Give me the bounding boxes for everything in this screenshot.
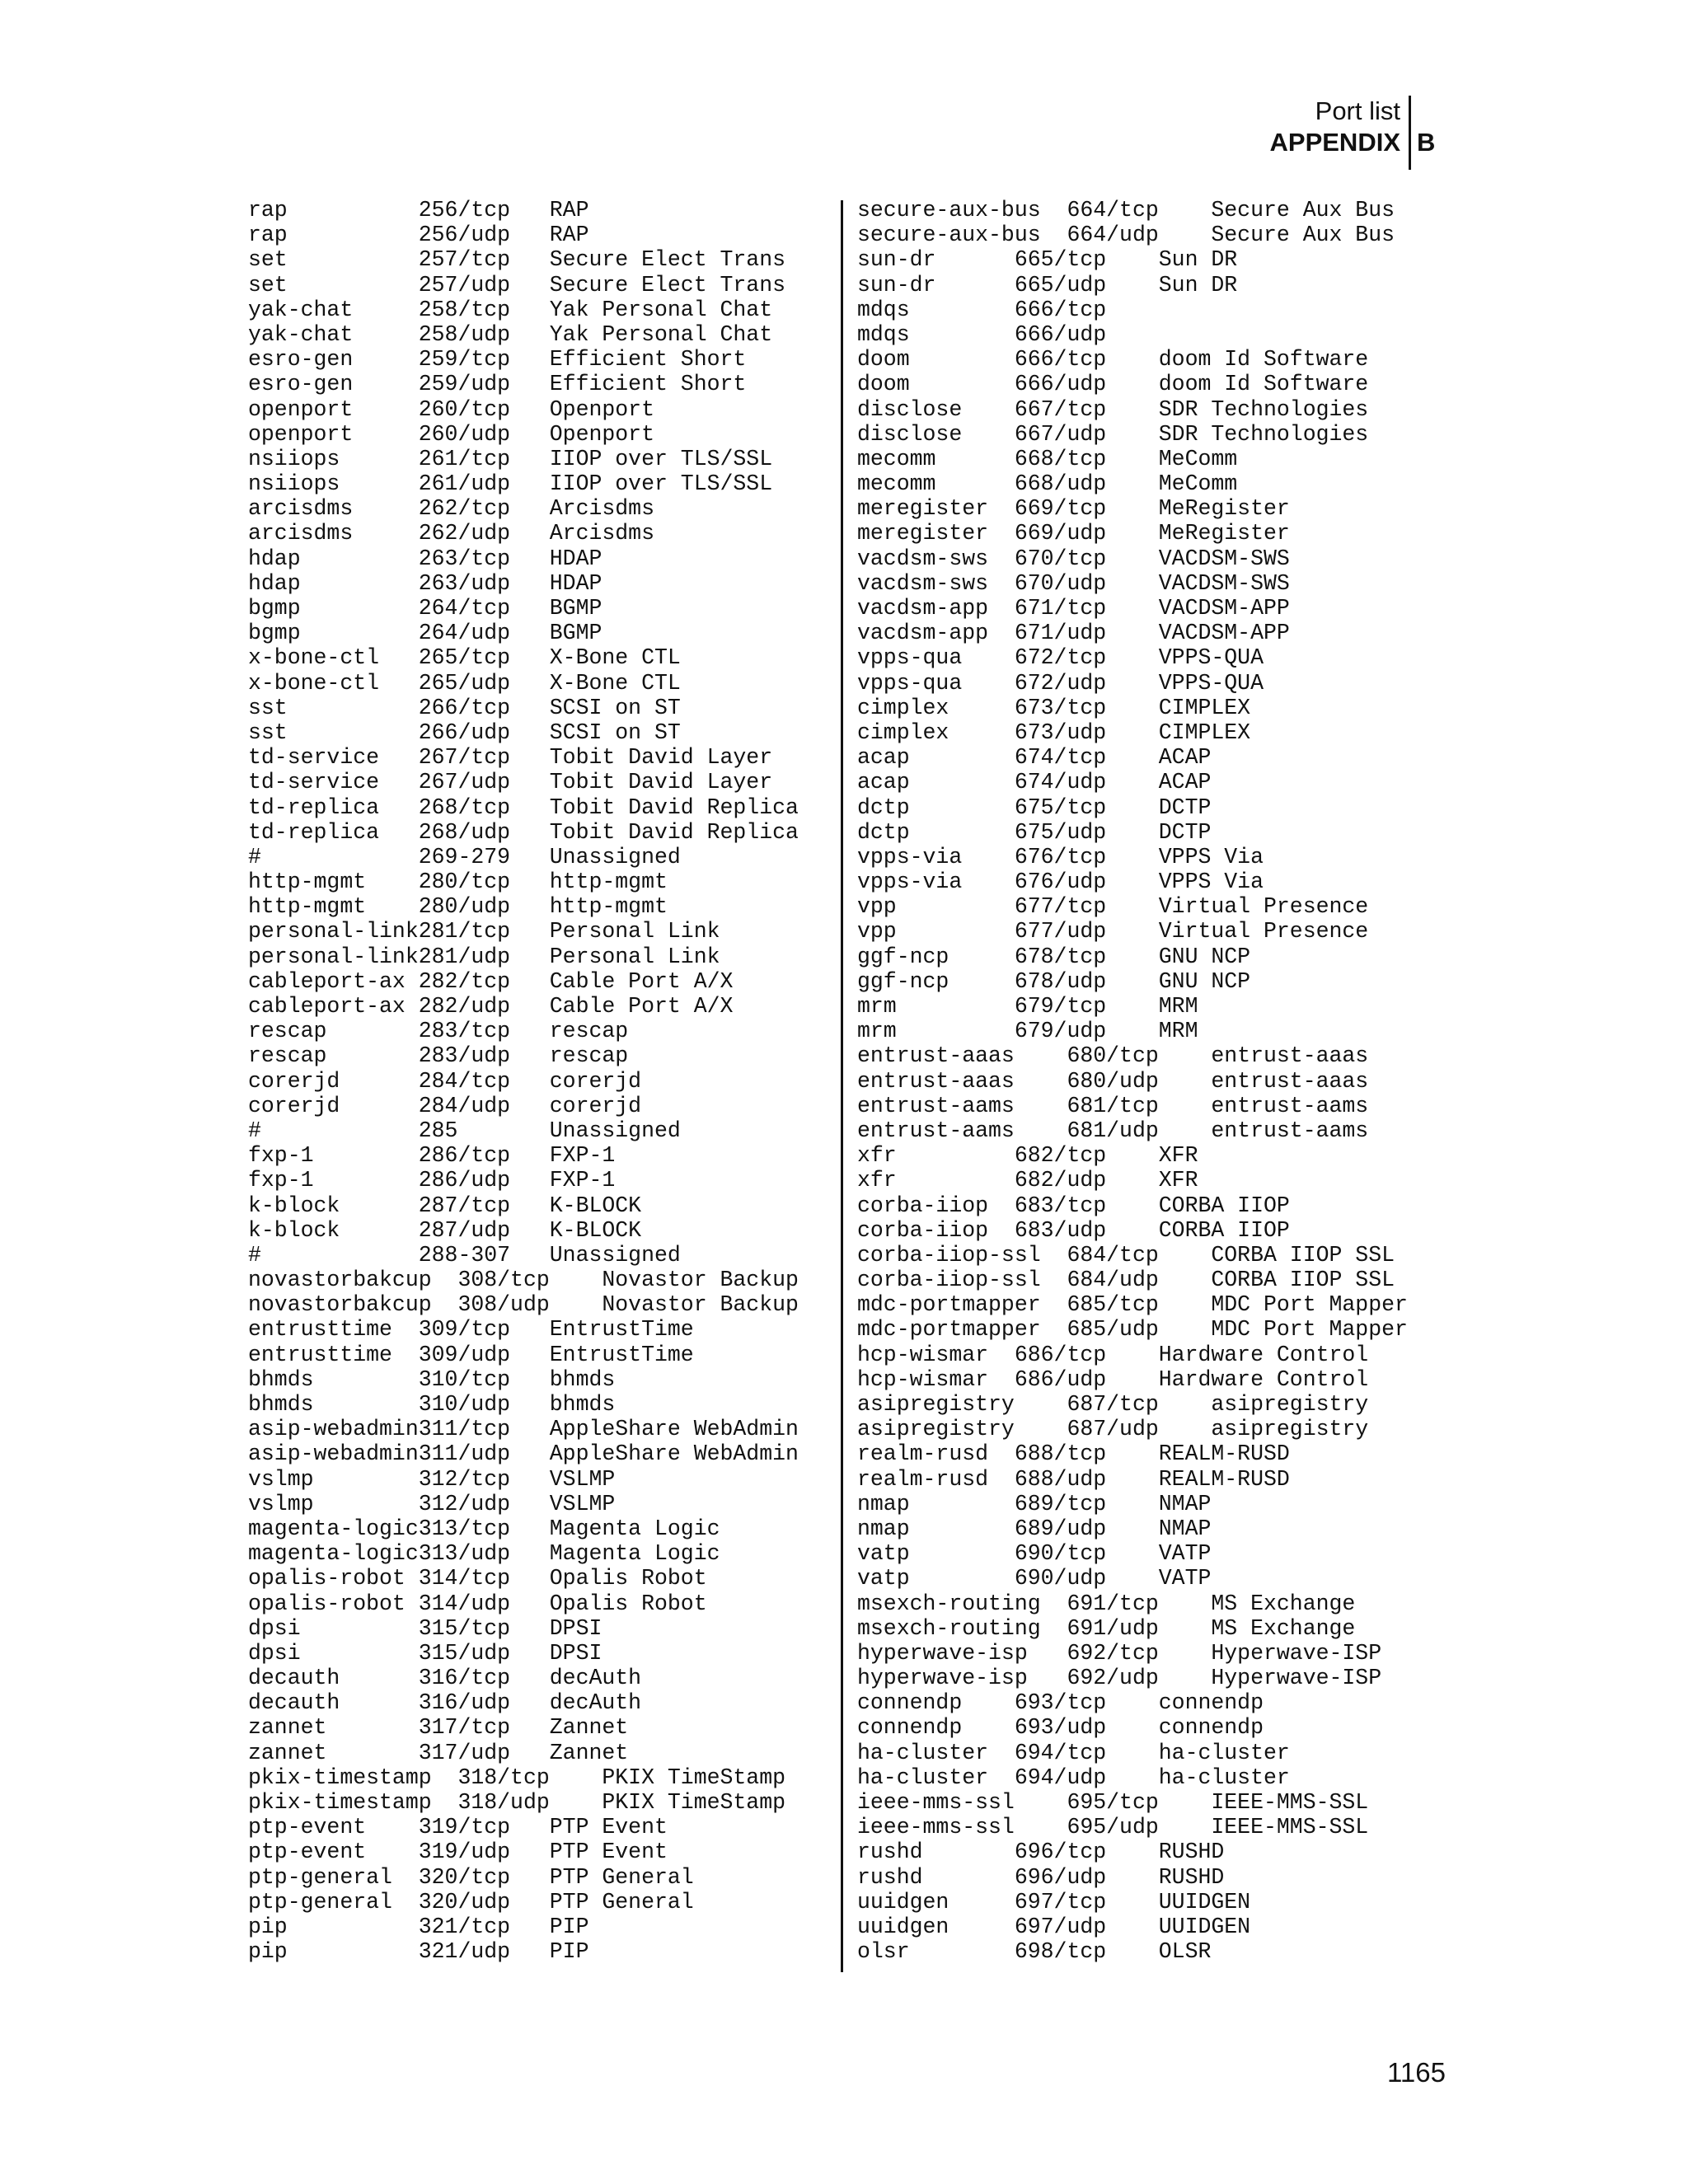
- port-entry: # 288-307 Unassigned: [248, 1242, 681, 1268]
- port-entry: mrm 679/udp MRM: [857, 1019, 1198, 1044]
- port-entry: ptp-general 320/udp PTP General: [248, 1889, 694, 1915]
- port-entry: zannet 317/udp Zannet: [248, 1740, 629, 1765]
- port-entry: connendp 693/udp connendp: [857, 1715, 1264, 1741]
- port-entry: corba-iiop-ssl 684/tcp CORBA IIOP SSL: [857, 1242, 1395, 1268]
- port-entry: vpps-via 676/udp VPPS Via: [857, 869, 1264, 895]
- port-entry: ha-cluster 694/udp ha-cluster: [857, 1765, 1290, 1790]
- port-entry: dpsi 315/udp DPSI: [248, 1640, 603, 1666]
- port-entry: vslmp 312/udp VSLMP: [248, 1491, 616, 1516]
- port-entry: nmap 689/udp NMAP: [857, 1516, 1212, 1541]
- port-entry: bgmp 264/udp BGMP: [248, 621, 603, 646]
- running-header: [1270, 96, 1400, 158]
- port-entry: x-bone-ctl 265/tcp X-Bone CTL: [248, 645, 681, 671]
- port-entry: k-block 287/udp K-BLOCK: [248, 1217, 642, 1243]
- port-entry: ptp-general 320/tcp PTP General: [248, 1864, 694, 1890]
- port-entry: nsiiops 261/tcp IIOP over TLS/SSL: [248, 446, 773, 471]
- port-entry: msexch-routing 691/udp MS Exchange: [857, 1615, 1356, 1641]
- port-entry: bgmp 264/tcp BGMP: [248, 596, 603, 621]
- port-entry: secure-aux-bus 664/tcp Secure Aux Bus: [857, 198, 1395, 223]
- port-entry: cimplex 673/udp CIMPLEX: [857, 719, 1251, 745]
- port-entry: ptp-event 319/udp PTP Event: [248, 1840, 668, 1865]
- port-entry: corba-iiop 683/tcp CORBA IIOP: [857, 1193, 1290, 1218]
- port-entry: magenta-logic313/udp Magenta Logic: [248, 1541, 720, 1567]
- port-entry: asipregistry 687/tcp asipregistry: [857, 1392, 1369, 1417]
- port-entry: cimplex 673/tcp CIMPLEX: [857, 695, 1251, 720]
- port-entry: rescap 283/udp rescap: [248, 1043, 629, 1069]
- port-entry: yak-chat 258/udp Yak Personal Chat: [248, 321, 773, 347]
- port-entry: novastorbakcup 308/udp Novastor Backup: [248, 1292, 799, 1318]
- port-entry: vpps-qua 672/udp VPPS-QUA: [857, 670, 1264, 696]
- port-entry: hdap 263/tcp HDAP: [248, 546, 603, 571]
- port-entry: decauth 316/udp decAuth: [248, 1690, 642, 1716]
- port-entry: entrusttime 309/udp EntrustTime: [248, 1342, 694, 1367]
- port-entry: vpp 677/udp Virtual Presence: [857, 919, 1369, 944]
- port-entry: arcisdms 262/tcp Arcisdms: [248, 496, 654, 522]
- port-entry: esro-gen 259/tcp Efficient Short: [248, 347, 747, 373]
- port-entry: mdqs 666/udp: [857, 321, 1107, 347]
- port-entry: ptp-event 319/tcp PTP Event: [248, 1815, 668, 1840]
- column-divider: [841, 200, 843, 1972]
- port-entry: doom 666/tcp doom Id Software: [857, 347, 1369, 373]
- port-entry: hcp-wismar 686/udp Hardware Control: [857, 1366, 1369, 1392]
- port-entry: rushd 696/tcp RUSHD: [857, 1840, 1225, 1865]
- port-entry: ggf-ncp 678/tcp GNU NCP: [857, 944, 1251, 969]
- port-entry: corba-iiop-ssl 684/udp CORBA IIOP SSL: [857, 1268, 1395, 1293]
- port-entry: dctp 675/tcp DCTP: [857, 794, 1212, 820]
- port-entry: corerjd 284/udp corerjd: [248, 1093, 642, 1118]
- port-entry: asipregistry 687/udp asipregistry: [857, 1417, 1369, 1442]
- port-entry: yak-chat 258/tcp Yak Personal Chat: [248, 297, 773, 322]
- appendix-label: APPENDIX: [1269, 128, 1400, 157]
- port-entry: bhmds 310/udp bhmds: [248, 1392, 616, 1417]
- port-entry: dpsi 315/tcp DPSI: [248, 1615, 603, 1641]
- port-entry: opalis-robot 314/tcp Opalis Robot: [248, 1566, 707, 1591]
- port-entry: vpps-qua 672/tcp VPPS-QUA: [857, 645, 1264, 671]
- port-entry: entrust-aams 681/tcp entrust-aams: [857, 1093, 1369, 1118]
- port-entry: disclose 667/tcp SDR Technologies: [857, 396, 1369, 422]
- port-entry: http-mgmt 280/tcp http-mgmt: [248, 869, 668, 895]
- port-entry: sun-dr 665/tcp Sun DR: [857, 247, 1238, 273]
- port-entry: openport 260/udp Openport: [248, 421, 654, 447]
- port-entry: vacdsm-sws 670/tcp VACDSM-SWS: [857, 546, 1290, 571]
- port-entry: x-bone-ctl 265/udp X-Bone CTL: [248, 670, 681, 696]
- port-entry: pkix-timestamp 318/udp PKIX TimeStamp: [248, 1790, 786, 1815]
- port-entry: doom 666/udp doom Id Software: [857, 372, 1369, 397]
- port-entry: nsiiops 261/udp IIOP over TLS/SSL: [248, 471, 773, 497]
- port-entry: mecomm 668/tcp MeComm: [857, 446, 1238, 471]
- port-entry: pkix-timestamp 318/tcp PKIX TimeStamp: [248, 1765, 786, 1790]
- port-entry: ggf-ncp 678/udp GNU NCP: [857, 968, 1251, 994]
- port-entry: msexch-routing 691/tcp MS Exchange: [857, 1591, 1356, 1616]
- port-entry: entrusttime 309/tcp EntrustTime: [248, 1317, 694, 1343]
- port-list-right-column: [857, 198, 1408, 1964]
- port-entry: vslmp 312/tcp VSLMP: [248, 1466, 616, 1492]
- port-entry: uuidgen 697/udp UUIDGEN: [857, 1914, 1251, 1939]
- port-entry: set 257/udp Secure Elect Trans: [248, 272, 786, 298]
- port-entry: asip-webadmin311/udp AppleShare WebAdmin: [248, 1441, 799, 1467]
- port-entry: arcisdms 262/udp Arcisdms: [248, 521, 654, 546]
- port-entry: opalis-robot 314/udp Opalis Robot: [248, 1591, 707, 1616]
- port-entry: xfr 682/tcp XFR: [857, 1143, 1198, 1169]
- port-list-left-column: [248, 198, 799, 1964]
- port-entry: dctp 675/udp DCTP: [857, 819, 1212, 845]
- port-entry: nmap 689/tcp NMAP: [857, 1491, 1212, 1516]
- port-entry: acap 674/tcp ACAP: [857, 745, 1212, 771]
- port-entry: rescap 283/tcp rescap: [248, 1019, 629, 1044]
- port-entry: fxp-1 286/tcp FXP-1: [248, 1143, 616, 1169]
- port-entry: acap 674/udp ACAP: [857, 770, 1212, 795]
- port-entry: cableport-ax 282/tcp Cable Port A/X: [248, 968, 734, 994]
- port-entry: hcp-wismar 686/tcp Hardware Control: [857, 1342, 1369, 1367]
- port-entry: rushd 696/udp RUSHD: [857, 1864, 1225, 1890]
- port-entry: mrm 679/tcp MRM: [857, 994, 1198, 1019]
- port-entry: esro-gen 259/udp Efficient Short: [248, 372, 747, 397]
- port-entry: sst 266/tcp SCSI on ST: [248, 695, 681, 720]
- header-divider: [1409, 96, 1411, 170]
- port-entry: cableport-ax 282/udp Cable Port A/X: [248, 994, 734, 1019]
- port-entry: td-replica 268/udp Tobit David Replica: [248, 819, 799, 845]
- port-entry: # 269-279 Unassigned: [248, 844, 681, 869]
- port-entry: corerjd 284/tcp corerjd: [248, 1068, 642, 1094]
- port-entry: meregister 669/udp MeRegister: [857, 521, 1290, 546]
- port-entry: hyperwave-isp 692/tcp Hyperwave-ISP: [857, 1640, 1382, 1666]
- port-entry: vpps-via 676/tcp VPPS Via: [857, 844, 1264, 869]
- port-entry: vacdsm-sws 670/udp VACDSM-SWS: [857, 570, 1290, 596]
- port-entry: vacdsm-app 671/tcp VACDSM-APP: [857, 596, 1290, 621]
- port-entry: meregister 669/tcp MeRegister: [857, 496, 1290, 522]
- port-entry: http-mgmt 280/udp http-mgmt: [248, 894, 668, 920]
- port-entry: openport 260/tcp Openport: [248, 396, 654, 422]
- port-entry: hyperwave-isp 692/udp Hyperwave-ISP: [857, 1666, 1382, 1691]
- port-entry: magenta-logic313/tcp Magenta Logic: [248, 1516, 720, 1541]
- port-entry: personal-link281/udp Personal Link: [248, 944, 720, 969]
- port-entry: ha-cluster 694/tcp ha-cluster: [857, 1740, 1290, 1765]
- port-entry: vatp 690/tcp VATP: [857, 1541, 1212, 1567]
- port-entry: rap 256/udp RAP: [248, 223, 589, 248]
- port-entry: k-block 287/tcp K-BLOCK: [248, 1193, 642, 1218]
- port-entry: asip-webadmin311/tcp AppleShare WebAdmin: [248, 1417, 799, 1442]
- port-entry: td-service 267/udp Tobit David Layer: [248, 770, 773, 795]
- port-entry: zannet 317/tcp Zannet: [248, 1715, 629, 1741]
- port-entry: mdc-portmapper 685/udp MDC Port Mapper: [857, 1317, 1408, 1343]
- port-entry: fxp-1 286/udp FXP-1: [248, 1168, 616, 1193]
- port-entry: uuidgen 697/tcp UUIDGEN: [857, 1889, 1251, 1915]
- port-entry: connendp 693/tcp connendp: [857, 1690, 1264, 1716]
- port-entry: olsr 698/tcp OLSR: [857, 1939, 1212, 1965]
- port-entry: entrust-aams 681/udp entrust-aams: [857, 1118, 1369, 1143]
- port-entry: td-replica 268/tcp Tobit David Replica: [248, 794, 799, 820]
- port-entry: sst 266/udp SCSI on ST: [248, 719, 681, 745]
- page-number: 1165: [1387, 2057, 1446, 2088]
- port-entry: corba-iiop 683/udp CORBA IIOP: [857, 1217, 1290, 1243]
- port-entry: vacdsm-app 671/udp VACDSM-APP: [857, 621, 1290, 646]
- port-entry: set 257/tcp Secure Elect Trans: [248, 247, 786, 273]
- port-entry: mdqs 666/tcp: [857, 297, 1107, 322]
- port-entry: # 285 Unassigned: [248, 1118, 681, 1143]
- port-entry: ieee-mms-ssl 695/udp IEEE-MMS-SSL: [857, 1815, 1369, 1840]
- port-entry: xfr 682/udp XFR: [857, 1168, 1198, 1193]
- port-entry: secure-aux-bus 664/udp Secure Aux Bus: [857, 223, 1395, 248]
- port-entry: vpp 677/tcp Virtual Presence: [857, 894, 1369, 920]
- port-entry: vatp 690/udp VATP: [857, 1566, 1212, 1591]
- port-entry: entrust-aaas 680/tcp entrust-aaas: [857, 1043, 1369, 1069]
- port-entry: rap 256/tcp RAP: [248, 198, 589, 223]
- port-entry: personal-link281/tcp Personal Link: [248, 919, 720, 944]
- port-entry: mecomm 668/udp MeComm: [857, 471, 1238, 497]
- section-title: Port list: [1315, 96, 1400, 125]
- port-entry: mdc-portmapper 685/tcp MDC Port Mapper: [857, 1292, 1408, 1318]
- port-entry: novastorbakcup 308/tcp Novastor Backup: [248, 1268, 799, 1293]
- port-entry: realm-rusd 688/tcp REALM-RUSD: [857, 1441, 1290, 1467]
- port-entry: sun-dr 665/udp Sun DR: [857, 272, 1238, 298]
- port-entry: realm-rusd 688/udp REALM-RUSD: [857, 1466, 1290, 1492]
- port-entry: hdap 263/udp HDAP: [248, 570, 603, 596]
- port-entry: decauth 316/tcp decAuth: [248, 1666, 642, 1691]
- port-entry: entrust-aaas 680/udp entrust-aaas: [857, 1068, 1369, 1094]
- port-entry: disclose 667/udp SDR Technologies: [857, 421, 1369, 447]
- port-entry: ieee-mms-ssl 695/tcp IEEE-MMS-SSL: [857, 1790, 1369, 1815]
- port-entry: pip 321/tcp PIP: [248, 1914, 589, 1939]
- port-entry: bhmds 310/tcp bhmds: [248, 1366, 616, 1392]
- appendix-letter: B: [1417, 128, 1436, 157]
- port-entry: pip 321/udp PIP: [248, 1939, 589, 1965]
- port-entry: td-service 267/tcp Tobit David Layer: [248, 745, 773, 771]
